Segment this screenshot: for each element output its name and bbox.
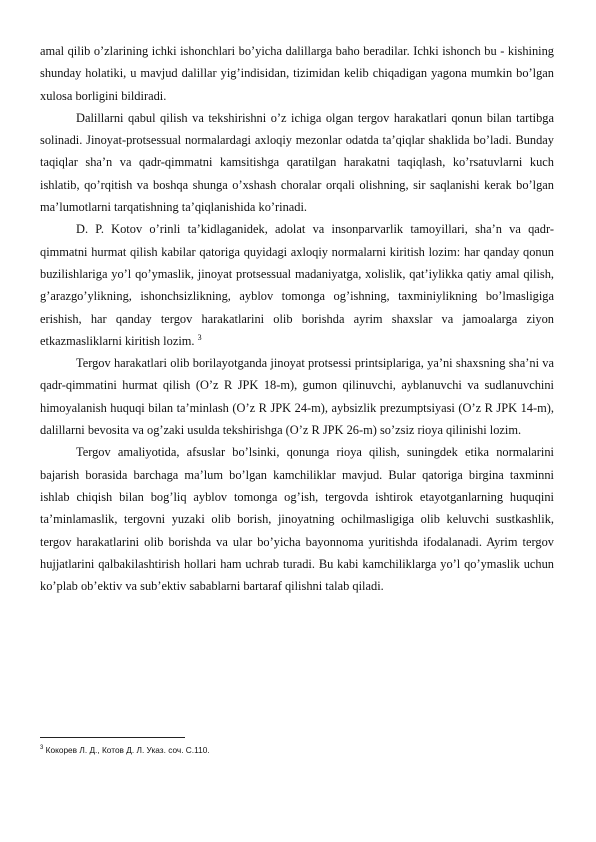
paragraph-text: Dalillarni qabul qilish va tekshirishni o’z ichiga olgan tergov harakatlari qonun bilan tartibga solinadi. Jinoyat-protsessual normalardagi axloqiy mezonlar odatda ta’qiqlar shaklida bo’ladi. Bunday taqiqlar sha’n va qadr-qimmatni kamsitishga qaratilgan harakatni taqiqlash, ko’rsatuvlarni kuch ishlatib, qo’rqitish va boshqa shunga o’xshash choralar orqali olishning, sir saqlanishi kerak bo’lgan ma’lumotlarni tarqatishning ta’qiqlanishida ko’rinadi. [40, 110, 554, 215]
paragraph-text: Tergov amaliyotida, afsuslar bo’lsinki, qonunga rioya qilish, suningdek etika normalarini bajarish borasida barchaga ma’lum bo’lgan kamchiliklar mavjud. Bular qatoriga birgina taxminni ishlab chiqish bilan bog’liq ayblov tomonga og’ish, tergovda ishtirok etayotganlarning huquqini ta’minlamaslik, tergovni yuzaki olib borish, jinoyatning ochilmasligiga olib keluvchi sustkashlik, tergov harakatlarini olib borishda va ular bo’yicha bayonnoma yuritishda ifodalanadi. Ayrim tergov hujjatlarini qalbakilashtirish hollari ham uchrab turadi. Bu kabi kamchiliklarga yo’l qo’ymaslik uchun ko’plab ob’ektiv va sub’ektiv sabablarni bartaraf qilishni talab qiladi. [40, 445, 554, 594]
paragraph-4 [40, 352, 554, 441]
paragraph-text: amal qilib o’zlarining ichki ishonchlari bo’yicha dalillarga baho beradilar. Ichki ishonch bu - kishining shunday holatiki, u mavjud dalillar yig’indisidan, tizimidan kelib chiqadigan yagona mumkin bo’lgan xulosa borligini bildiradi. [40, 44, 554, 103]
paragraph-1 [40, 40, 554, 107]
paragraph-text: Tergov harakatlari olib borilayotganda jinoyat protsessi printsiplariga, ya’ni shaxsning sha’ni va qadr-qimmatini hurmat qilish (O’z R JPK 18-m), gumon qilinuvchi, ayblanuvchi va sudlanuvchini himoyalanish huquqi bilan ta’minlash (O’z R JPK 24-m), aybsizlik prezumptsiyasi (O’z R JPK 14-m), dalillarni bevosita va og’zaki usulda tekshirishga (O’z R JPK 26-m) so’zsiz rioya qilinishi lozim. [40, 356, 554, 438]
paragraph-5 [40, 441, 554, 597]
paragraph-text: D. P. Kotov o’rinli ta’kidlaganidek, adolat va insonparvarlik tamoyillari, sha’n va qadr-qimmatni hurmat qilish kabilar qatoriga quyidagi axloqiy normalarni kiritish lozim: har qanday qonun buzilishlariga yo’l qo’ymaslik, jinoyat protsessual madaniyatga, xolislik, qat’iylikka qatiy amal qilish, g’arazgo’ylikning, ishonchsizlikning, ayblov tomonga og’ishning, taxminiylikning bo’lmasligiga erishish, har qanday tergov harakatlarini olib borishda ayrim shaxslar va jamoalarga ziyon etkazmasliklarni kiritish lozim. [40, 222, 554, 348]
document-page [40, 40, 554, 597]
footnote-text: Кокорев Л. Д., Котов Д. Л. Указ. соч. С.110. [45, 745, 210, 755]
footnote-reference[interactable]: 3 [197, 332, 202, 342]
paragraph-3 [40, 218, 554, 352]
footnote-number: 3 [40, 745, 44, 752]
footnote [40, 744, 554, 756]
footnote-separator [40, 737, 185, 738]
paragraph-2 [40, 107, 554, 218]
